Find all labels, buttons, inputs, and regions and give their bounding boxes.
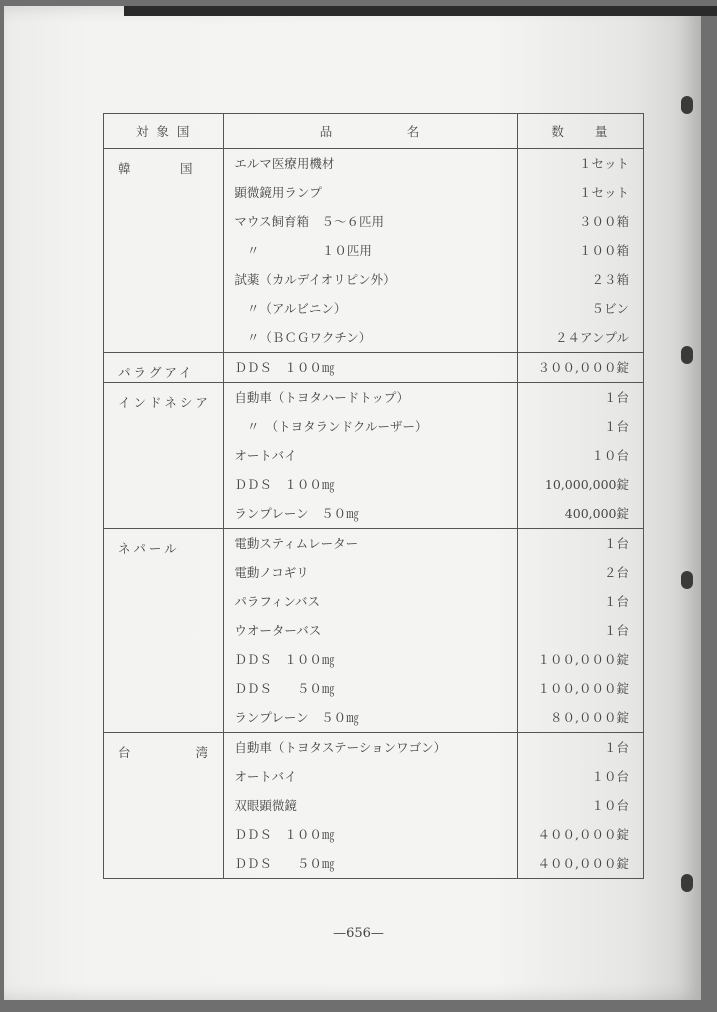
item-name: 双眼顕微鏡: [234, 798, 297, 813]
item-name: ランプレーン ５０㎎: [234, 710, 359, 725]
item-name: 〃（ＢＣＧワクチン）: [234, 330, 372, 345]
quantity-cell: [517, 529, 643, 733]
table-row: [104, 733, 644, 879]
header-country: 対 象 国: [104, 114, 224, 149]
item-quantity: １００箱: [578, 243, 629, 258]
item-name: ＤＤＳ １００㎎: [234, 652, 335, 667]
page-number: —656—: [333, 926, 384, 941]
item-cell: [224, 733, 517, 879]
item-quantity: １台: [603, 419, 629, 434]
table-row: [104, 383, 644, 529]
item-name: エルマ医療用機材: [234, 156, 335, 171]
scan-edge: [124, 6, 717, 16]
item-quantity: ３００箱: [578, 214, 629, 229]
item-quantity: １台: [603, 536, 629, 551]
item-quantity: ２３箱: [591, 272, 629, 287]
table-header-row: [104, 114, 644, 149]
item-quantity: １台: [603, 740, 629, 755]
item-name: ＤＤＳ ５０㎎: [234, 856, 335, 871]
item-quantity: ３００,０００錠: [537, 360, 629, 375]
item-quantity: ４００,０００錠: [537, 856, 629, 871]
item-name: マウス飼育箱 ５～６匹用: [234, 214, 384, 229]
country-cell: [104, 149, 224, 353]
country-name: 韓 国: [118, 161, 196, 176]
country-name: パラグアイ: [118, 365, 195, 380]
item-name: 電動スティムレーター: [234, 536, 359, 551]
item-name: 〃（アルビニン）: [234, 301, 347, 316]
item-quantity: 400,000錠: [564, 506, 629, 521]
table-row: [104, 353, 644, 383]
item-quantity: １台: [603, 390, 629, 405]
table-row: [104, 529, 644, 733]
item-name: ＤＤＳ １００㎎: [234, 477, 335, 492]
country-name: 台 湾: [118, 745, 212, 760]
item-name: 〃 １０匹用: [234, 243, 372, 258]
country-cell: [104, 383, 224, 529]
item-name: 試薬（カルデイオリピン外）: [234, 272, 396, 287]
quantity-cell: [517, 733, 643, 879]
quantity-cell: [517, 383, 643, 529]
item-quantity: ８０,０００錠: [550, 710, 629, 725]
country-cell: [104, 353, 224, 383]
item-quantity: １台: [603, 623, 629, 638]
item-quantity: １セット: [578, 156, 629, 171]
item-name: ウオーターバス: [234, 623, 322, 638]
item-name: パラフィンバス: [234, 594, 320, 609]
item-quantity: ５ビン: [591, 301, 629, 316]
header-item: 品 名: [224, 114, 517, 149]
item-quantity: １セット: [578, 185, 629, 200]
donation-table: [103, 113, 644, 879]
item-name: 電動ノコギリ: [234, 565, 309, 580]
table-row: [104, 149, 644, 353]
item-name: ＤＤＳ １００㎎: [234, 827, 335, 842]
item-name: 自動車（トヨタステーションワゴン）: [234, 740, 447, 755]
item-quantity: １０台: [591, 798, 629, 813]
item-name: ＤＤＳ １００㎎: [234, 360, 335, 375]
item-cell: [224, 529, 517, 733]
quantity-cell: [517, 149, 643, 353]
item-name: 自動車（トヨタハードトップ）: [234, 390, 409, 405]
item-name: オートバイ: [234, 448, 297, 463]
binder-hole: [681, 874, 693, 892]
item-quantity: 10,000,000錠: [544, 477, 629, 492]
country-name: インドネシア: [118, 395, 211, 410]
item-name: 顕微鏡用ランプ: [234, 185, 322, 200]
item-quantity: １台: [603, 594, 629, 609]
country-name: ネパール: [118, 541, 180, 556]
binder-hole: [681, 346, 693, 364]
item-name: 〃 （トヨタランドクルーザー）: [234, 419, 428, 434]
item-quantity: １０台: [591, 448, 629, 463]
header-quantity: 数 量: [517, 114, 643, 149]
quantity-cell: [517, 353, 643, 383]
item-quantity: ４００,０００錠: [537, 827, 629, 842]
item-quantity: ２４アンプル: [554, 330, 629, 345]
item-quantity: １００,０００錠: [537, 652, 629, 667]
country-cell: [104, 529, 224, 733]
item-name: ランプレーン ５０㎎: [234, 506, 359, 521]
binder-hole: [681, 571, 693, 589]
binder-hole: [681, 96, 693, 114]
item-cell: [224, 149, 517, 353]
table-body: [104, 149, 644, 879]
item-name: ＤＤＳ ５０㎎: [234, 681, 335, 696]
item-cell: [224, 353, 517, 383]
country-cell: [104, 733, 224, 879]
item-cell: [224, 383, 517, 529]
item-quantity: １０台: [591, 769, 629, 784]
item-quantity: ２台: [603, 565, 629, 580]
item-name: オートバイ: [234, 769, 297, 784]
item-quantity: １００,０００錠: [537, 681, 629, 696]
